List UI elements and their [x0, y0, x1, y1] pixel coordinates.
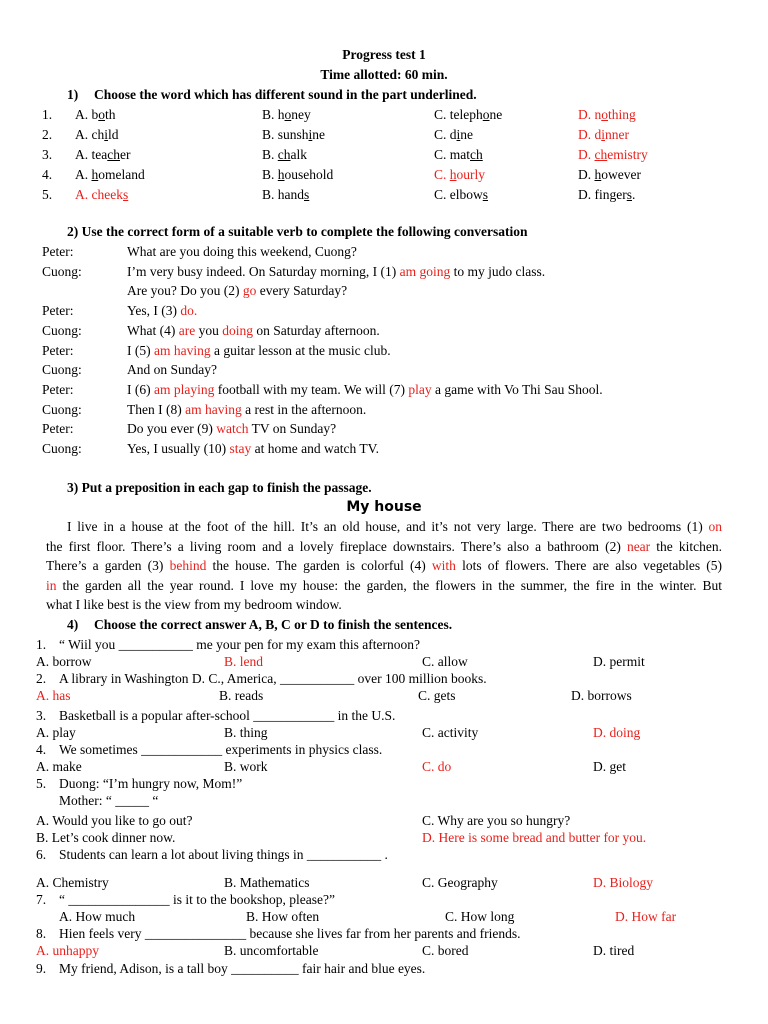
page-title: Progress test 1: [342, 47, 426, 62]
underlined-part: ch: [470, 147, 483, 162]
passage-text: There’s a garden (3): [46, 558, 170, 574]
q4-option-a: A. make: [36, 759, 82, 774]
option-suffix: ourly: [456, 167, 486, 182]
part1-option-b: [262, 167, 333, 183]
passage-line: [46, 537, 722, 557]
option-prefix: D. n: [578, 107, 602, 122]
part1-row-number: 4.: [42, 167, 53, 182]
q5-option-b: B. Let’s cook dinner now.: [36, 830, 176, 845]
option-prefix: D. finger: [578, 187, 627, 202]
q6-option-d: D. Biology: [593, 875, 654, 890]
part1-option-c: [434, 167, 485, 183]
dialogue-text: on Saturday afternoon.: [252, 322, 380, 338]
answer-text: near: [626, 538, 651, 554]
q3-option-d: D. doing: [593, 725, 641, 740]
option-suffix: th: [105, 107, 116, 122]
dialogue-line: [127, 323, 380, 339]
option-prefix: C. d: [434, 127, 457, 142]
answer-text: play: [408, 381, 432, 397]
part1-option-c: [434, 147, 483, 163]
option-suffix: ld: [108, 127, 119, 142]
answer-text: are: [178, 322, 196, 338]
part1-option-a: [75, 127, 119, 143]
option-suffix: owever: [601, 167, 641, 182]
dialogue-line: [127, 244, 357, 260]
q3-option-a: A. play: [36, 725, 76, 740]
underlined-part: i: [601, 127, 606, 142]
dialogue-text: TV on Sunday?: [248, 421, 337, 437]
time-allotted: Time allotted: 60 min.: [320, 67, 448, 82]
passage-text: I live in a house at the foot of the hill. It’s an old house, and it’s not very large. There are two bedrooms (1): [67, 519, 709, 534]
answer-text: watch: [216, 421, 249, 437]
q9-text: My friend, Adison, is a tall boy __________ fair hair and blue eyes.: [59, 961, 426, 976]
q2-text: A library in Washington D. C., America, ___________ over 100 million books.: [59, 671, 487, 686]
answer-text: in: [46, 577, 57, 593]
answer-text: on: [708, 519, 722, 534]
option-suffix: ne: [460, 127, 474, 142]
option-suffix: ne: [489, 107, 503, 122]
dialogue-text: I’m very busy indeed. On Saturday morning, I (1): [127, 263, 400, 279]
answer-text: am going: [399, 263, 451, 279]
q7-option-c: C. How long: [445, 909, 515, 924]
underlined-part: s: [122, 187, 129, 202]
option-prefix: C. elbow: [434, 187, 483, 202]
passage-title: My house: [346, 499, 422, 515]
part1-option-a: [75, 107, 116, 123]
passage-text: the first floor. There’s a living room and a lovely fireplace downstairs. There’s also a bathroom (2): [46, 538, 627, 554]
q8-option-a: A. unhappy: [36, 943, 99, 958]
option-prefix: B. h: [262, 107, 285, 122]
dialogue-text: What are you doing this weekend, Cuong?: [127, 244, 357, 259]
underlined-part: h: [594, 167, 602, 182]
underlined-part: h: [449, 167, 457, 182]
dialogue-text: to my judo class.: [450, 263, 546, 279]
answer-text: am having: [185, 401, 242, 417]
q7-option-a: A. How much: [59, 909, 136, 924]
q3-option-b: B. thing: [224, 725, 268, 740]
q1-option-d: D. permit: [593, 654, 645, 669]
q8-option-c: C. bored: [422, 943, 469, 958]
option-suffix: .: [632, 187, 636, 202]
part1-option-a: [75, 167, 145, 183]
part1-option-b: [262, 107, 311, 123]
speaker-label: Cuong:: [42, 401, 82, 417]
option-suffix: ousehold: [284, 167, 334, 182]
q2-number: 2.: [36, 671, 47, 686]
part1-option-d: [578, 107, 636, 123]
dialogue-text: at home and watch TV.: [251, 441, 379, 456]
underlined-part: ch: [107, 147, 120, 162]
part1-row-number: 5.: [42, 187, 53, 202]
answer-text: am playing: [154, 381, 215, 397]
part3-heading: 3) Put a preposition in each gap to finish the passage.: [67, 480, 372, 495]
part1-option-d: [578, 147, 648, 163]
option-prefix: A. tea: [75, 147, 108, 162]
q9-number: 9.: [36, 961, 47, 976]
underlined-part: i: [456, 127, 461, 142]
q4-option-b: B. work: [224, 759, 268, 774]
option-prefix: A. cheek: [75, 187, 123, 202]
q2-option-b: B. reads: [219, 688, 264, 703]
q6-text: Students can learn a lot about living things in ___________ .: [59, 847, 388, 862]
option-suffix: ne: [312, 127, 326, 142]
passage-text: lots of flowers. There are also vegetables (5): [455, 558, 722, 574]
q1-option-b: B. lend: [224, 654, 263, 669]
underlined-part: i: [104, 127, 109, 142]
q1-option-a: A. borrow: [36, 654, 92, 669]
speaker-label: Peter:: [42, 303, 74, 319]
speaker-label: Cuong:: [42, 362, 82, 378]
passage-text: what I like best is the view from my bedroom window.: [46, 597, 342, 613]
option-prefix: B. hand: [262, 187, 304, 202]
q1-text: “ Wiil you ___________ me your pen for my exam this afternoon?: [59, 637, 421, 652]
answer-text: am having: [154, 342, 211, 358]
part1-option-b: [262, 127, 325, 143]
dialogue-text: Then I (8): [127, 401, 186, 417]
q8-option-d: D. tired: [593, 943, 635, 958]
answer-text: with: [431, 558, 456, 574]
dialogue-text: Do you ever (9): [127, 421, 217, 437]
option-prefix: C. teleph: [434, 107, 483, 122]
underlined-part: s: [482, 187, 489, 202]
part1-option-a: [75, 187, 128, 203]
q7-number: 7.: [36, 892, 47, 907]
speaker-label: Peter:: [42, 244, 74, 259]
dialogue-line: [127, 283, 347, 299]
underlined-part: o: [601, 107, 608, 122]
dialogue-line: [127, 362, 217, 378]
passage-text: the kitchen.: [650, 538, 722, 554]
speaker-label: Peter:: [42, 342, 74, 358]
dialogue-text: What (4): [127, 322, 179, 338]
q5-option-d: D. Here is some bread and butter for you.: [422, 830, 647, 845]
q5-option-c: C. Why are you so hungry?: [422, 813, 571, 828]
part1-option-b: [262, 187, 309, 203]
part1-option-c: [434, 107, 502, 123]
underlined-part: s: [304, 187, 310, 202]
passage-line: [46, 556, 722, 576]
dialogue-text: And on Sunday?: [127, 362, 217, 378]
option-prefix: C. mat: [434, 147, 470, 162]
part1-row-number: 3.: [42, 147, 53, 162]
dialogue-text: every Saturday?: [256, 283, 348, 299]
q1-option-c: C. allow: [422, 654, 468, 669]
answer-text: do.: [180, 303, 198, 319]
underlined-part: ch: [594, 147, 608, 162]
part1-option-a: [75, 147, 130, 163]
q5-number: 5.: [36, 776, 47, 791]
part1-option-d: [578, 187, 635, 203]
q5-option-a: A. Would you like to go out?: [36, 813, 193, 828]
part1-heading: Choose the word which has different sound in the part underlined.: [94, 87, 477, 102]
dialogue-text: Yes, I (3): [127, 303, 181, 319]
dialogue-line: [127, 402, 366, 418]
underlined-part: o: [98, 107, 105, 122]
q8-number: 8.: [36, 926, 47, 941]
q4-text: We sometimes ____________ experiments in physics class.: [59, 742, 383, 757]
speaker-label: Peter:: [42, 421, 74, 437]
option-prefix: D.: [578, 167, 595, 182]
answer-text: doing: [222, 322, 253, 338]
option-prefix: A. ch: [75, 127, 105, 142]
option-suffix: ney: [291, 107, 311, 122]
option-suffix: nner: [605, 127, 630, 142]
underlined-part: o: [482, 107, 490, 122]
q3-option-c: C. activity: [422, 725, 479, 740]
q4-number: 4.: [36, 742, 47, 757]
part4-heading: Choose the correct answer A, B, C or D to finish the sentences.: [94, 617, 453, 632]
q3-number: 3.: [36, 708, 47, 723]
underlined-part: s: [626, 187, 632, 202]
q2-option-d: D. borrows: [571, 688, 632, 703]
option-suffix: thing: [608, 107, 636, 122]
passage-line: [46, 517, 722, 537]
part1-option-c: [434, 187, 488, 203]
q7-option-d: D. How far: [615, 909, 677, 924]
speaker-label: Cuong:: [42, 441, 82, 456]
dialogue-line: [127, 303, 197, 319]
part4-heading-number: 4): [67, 617, 79, 632]
option-prefix: B.: [262, 167, 278, 182]
q5-text-line2: Mother: “ _____ “: [59, 793, 159, 808]
q4-option-d: D. get: [593, 759, 626, 774]
option-suffix: omeland: [98, 167, 145, 182]
part1-option-d: [578, 167, 641, 183]
q4-option-c: C. do: [422, 759, 452, 774]
option-prefix: C.: [434, 167, 450, 182]
speaker-label: Cuong:: [42, 322, 82, 338]
option-prefix: D. d: [578, 127, 602, 142]
passage-text: the garden all the year round. I love my house: the garden, the flowers in the summer, the fire in the winter. But: [56, 577, 722, 593]
answer-text: behind: [169, 558, 207, 574]
part1-option-d: [578, 127, 629, 143]
speaker-label: Peter:: [42, 381, 74, 397]
dialogue-text: a game with Vo Thi Sau Shool.: [431, 381, 603, 397]
dialogue-text: you: [195, 322, 223, 338]
passage-text: the house. The garden is colorful (4): [206, 558, 432, 574]
dialogue-line: [127, 264, 545, 280]
underlined-part: ch: [277, 147, 291, 162]
dialogue-line: [127, 441, 379, 457]
passage-line: [46, 576, 722, 596]
underlined-part: h: [277, 167, 285, 182]
q2-option-a: A. has: [36, 688, 71, 703]
option-suffix: er: [119, 147, 131, 162]
speaker-label: Cuong:: [42, 263, 82, 279]
q8-text: Hien feels very _______________ because she lives far from her parents and friends.: [59, 926, 521, 941]
option-prefix: D.: [578, 147, 595, 162]
dialogue-text: I (6): [127, 381, 154, 397]
answer-text: go: [242, 283, 257, 299]
underlined-part: i: [308, 127, 313, 142]
dialogue-text: a rest in the afternoon.: [241, 401, 367, 417]
dialogue-line: [127, 382, 603, 398]
option-prefix: B.: [262, 147, 278, 162]
q6-number: 6.: [36, 847, 47, 862]
part1-option-c: [434, 127, 473, 143]
dialogue-text: Yes, I usually (10): [127, 441, 230, 456]
option-prefix: B. sunsh: [262, 127, 309, 142]
answer-text: stay: [229, 441, 252, 456]
dialogue-text: a guitar lesson at the music club.: [210, 342, 391, 358]
option-suffix: alk: [290, 147, 308, 162]
part1-row-number: 1.: [42, 107, 53, 122]
dialogue-text: Are you? Do you (2): [127, 283, 243, 299]
part1-row-number: 2.: [42, 127, 53, 142]
q2-option-c: C. gets: [418, 688, 456, 703]
underlined-part: o: [284, 107, 292, 122]
q7-option-b: B. How often: [246, 909, 320, 924]
dialogue-line: [127, 421, 336, 437]
dialogue-line: [127, 343, 391, 359]
q6-option-a: A. Chemistry: [36, 875, 109, 890]
dialogue-text: football with my team. We will (7): [214, 381, 409, 397]
q6-option-c: C. Geography: [422, 875, 498, 890]
q1-number: 1.: [36, 637, 47, 652]
q8-option-b: B. uncomfortable: [224, 943, 319, 958]
dialogue-text: I (5): [127, 342, 154, 358]
q7-text: “ _______________ is it to the bookshop, please?”: [59, 892, 335, 907]
underlined-part: h: [91, 167, 99, 182]
part2-heading: 2) Use the correct form of a suitable verb to complete the following conversation: [67, 224, 528, 239]
passage-line: [46, 595, 722, 615]
q5-text: Duong: “I’m hungry now, Mom!”: [59, 776, 243, 791]
option-suffix: emistry: [607, 147, 648, 162]
part1-option-b: [262, 147, 307, 163]
option-prefix: A. b: [75, 107, 99, 122]
option-prefix: A.: [75, 167, 92, 182]
part1-heading-number: 1): [67, 87, 79, 102]
q6-option-b: B. Mathematics: [224, 875, 310, 890]
q3-text: Basketball is a popular after-school ____________ in the U.S.: [59, 708, 396, 723]
